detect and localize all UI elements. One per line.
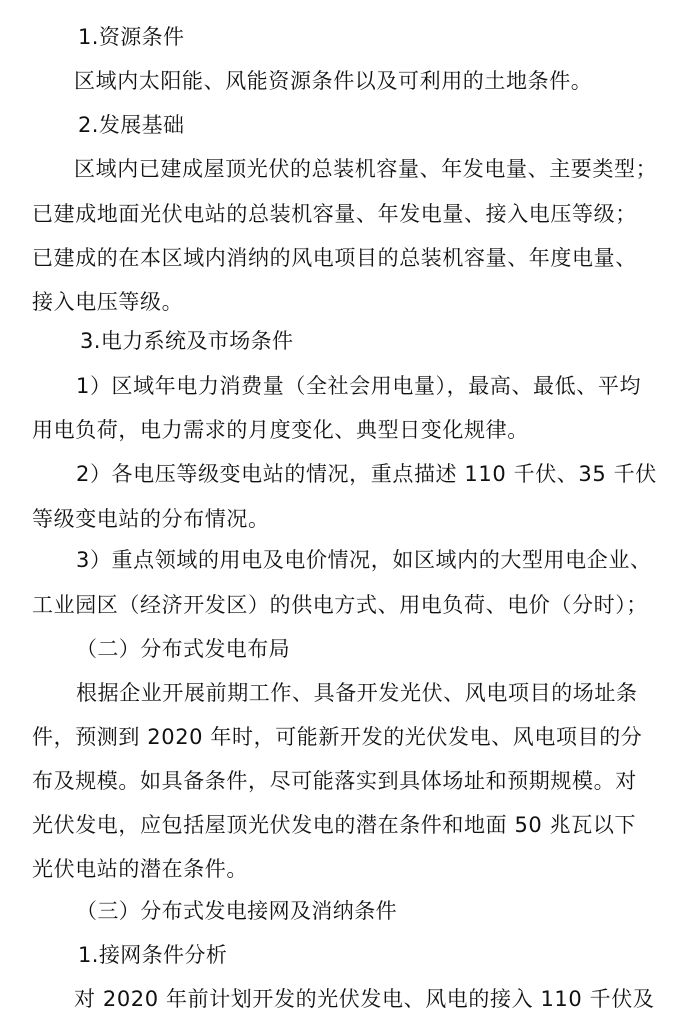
heading-grid-connection-analysis: 1.接网条件分析 — [78, 943, 228, 967]
paragraph-line: 已建成的在本区域内消纳的风电项目的总装机容量、年度电量、 — [32, 246, 637, 270]
paragraph-line: 等级变电站的分布情况。 — [32, 507, 270, 531]
paragraph-line: 光伏电站的潜在条件。 — [32, 857, 248, 881]
paragraph-line: 3）重点领域的用电及电价情况，如区域内的大型用电企业、 — [76, 548, 652, 572]
heading-grid-connection-consumption: （三）分布式发电接网及消纳条件 — [76, 899, 397, 923]
heading-resource-conditions: 1.资源条件 — [78, 25, 185, 49]
paragraph-line: 区域内已建成屋顶光伏的总装机容量、年发电量、主要类型； — [74, 157, 658, 181]
paragraph-line: 布及规模。如具备条件，尽可能落实到具体场址和预期规模。对 — [32, 769, 637, 793]
paragraph-line: 1）区域年电力消费量（全社会用电量），最高、最低、平均 — [76, 374, 642, 398]
paragraph-line: 件，预测到 2020 年时，可能新开发的光伏发电、风电项目的分 — [32, 725, 643, 749]
paragraph-line: 用电负荷，电力需求的月度变化、典型日变化规律。 — [32, 418, 529, 442]
paragraph-line: 根据企业开展前期工作、具备开发光伏、风电项目的场址条 — [76, 681, 638, 705]
paragraph-line: 接入电压等级。 — [32, 290, 184, 314]
paragraph-line: 对 2020 年前计划开发的光伏发电、风电的接入 110 千伏及 — [74, 987, 655, 1011]
paragraph-line: 2）各电压等级变电站的情况，重点描述 110 千伏、35 千伏 — [76, 462, 657, 486]
paragraph-line: 光伏发电，应包括屋顶光伏发电的潜在条件和地面 50 兆瓦以下 — [32, 813, 637, 837]
heading-power-system-market: 3.电力系统及市场条件 — [80, 329, 294, 353]
heading-distributed-generation-layout: （二）分布式发电布局 — [76, 637, 290, 661]
paragraph-line: 工业园区（经济开发区）的供电方式、用电负荷、电价（分时）； — [32, 593, 648, 617]
paragraph-line: 已建成地面光伏电站的总装机容量、年发电量、接入电压等级； — [32, 202, 637, 226]
paragraph-line: 区域内太阳能、风能资源条件以及可利用的土地条件。 — [74, 69, 593, 93]
heading-development-basis: 2.发展基础 — [78, 113, 185, 137]
